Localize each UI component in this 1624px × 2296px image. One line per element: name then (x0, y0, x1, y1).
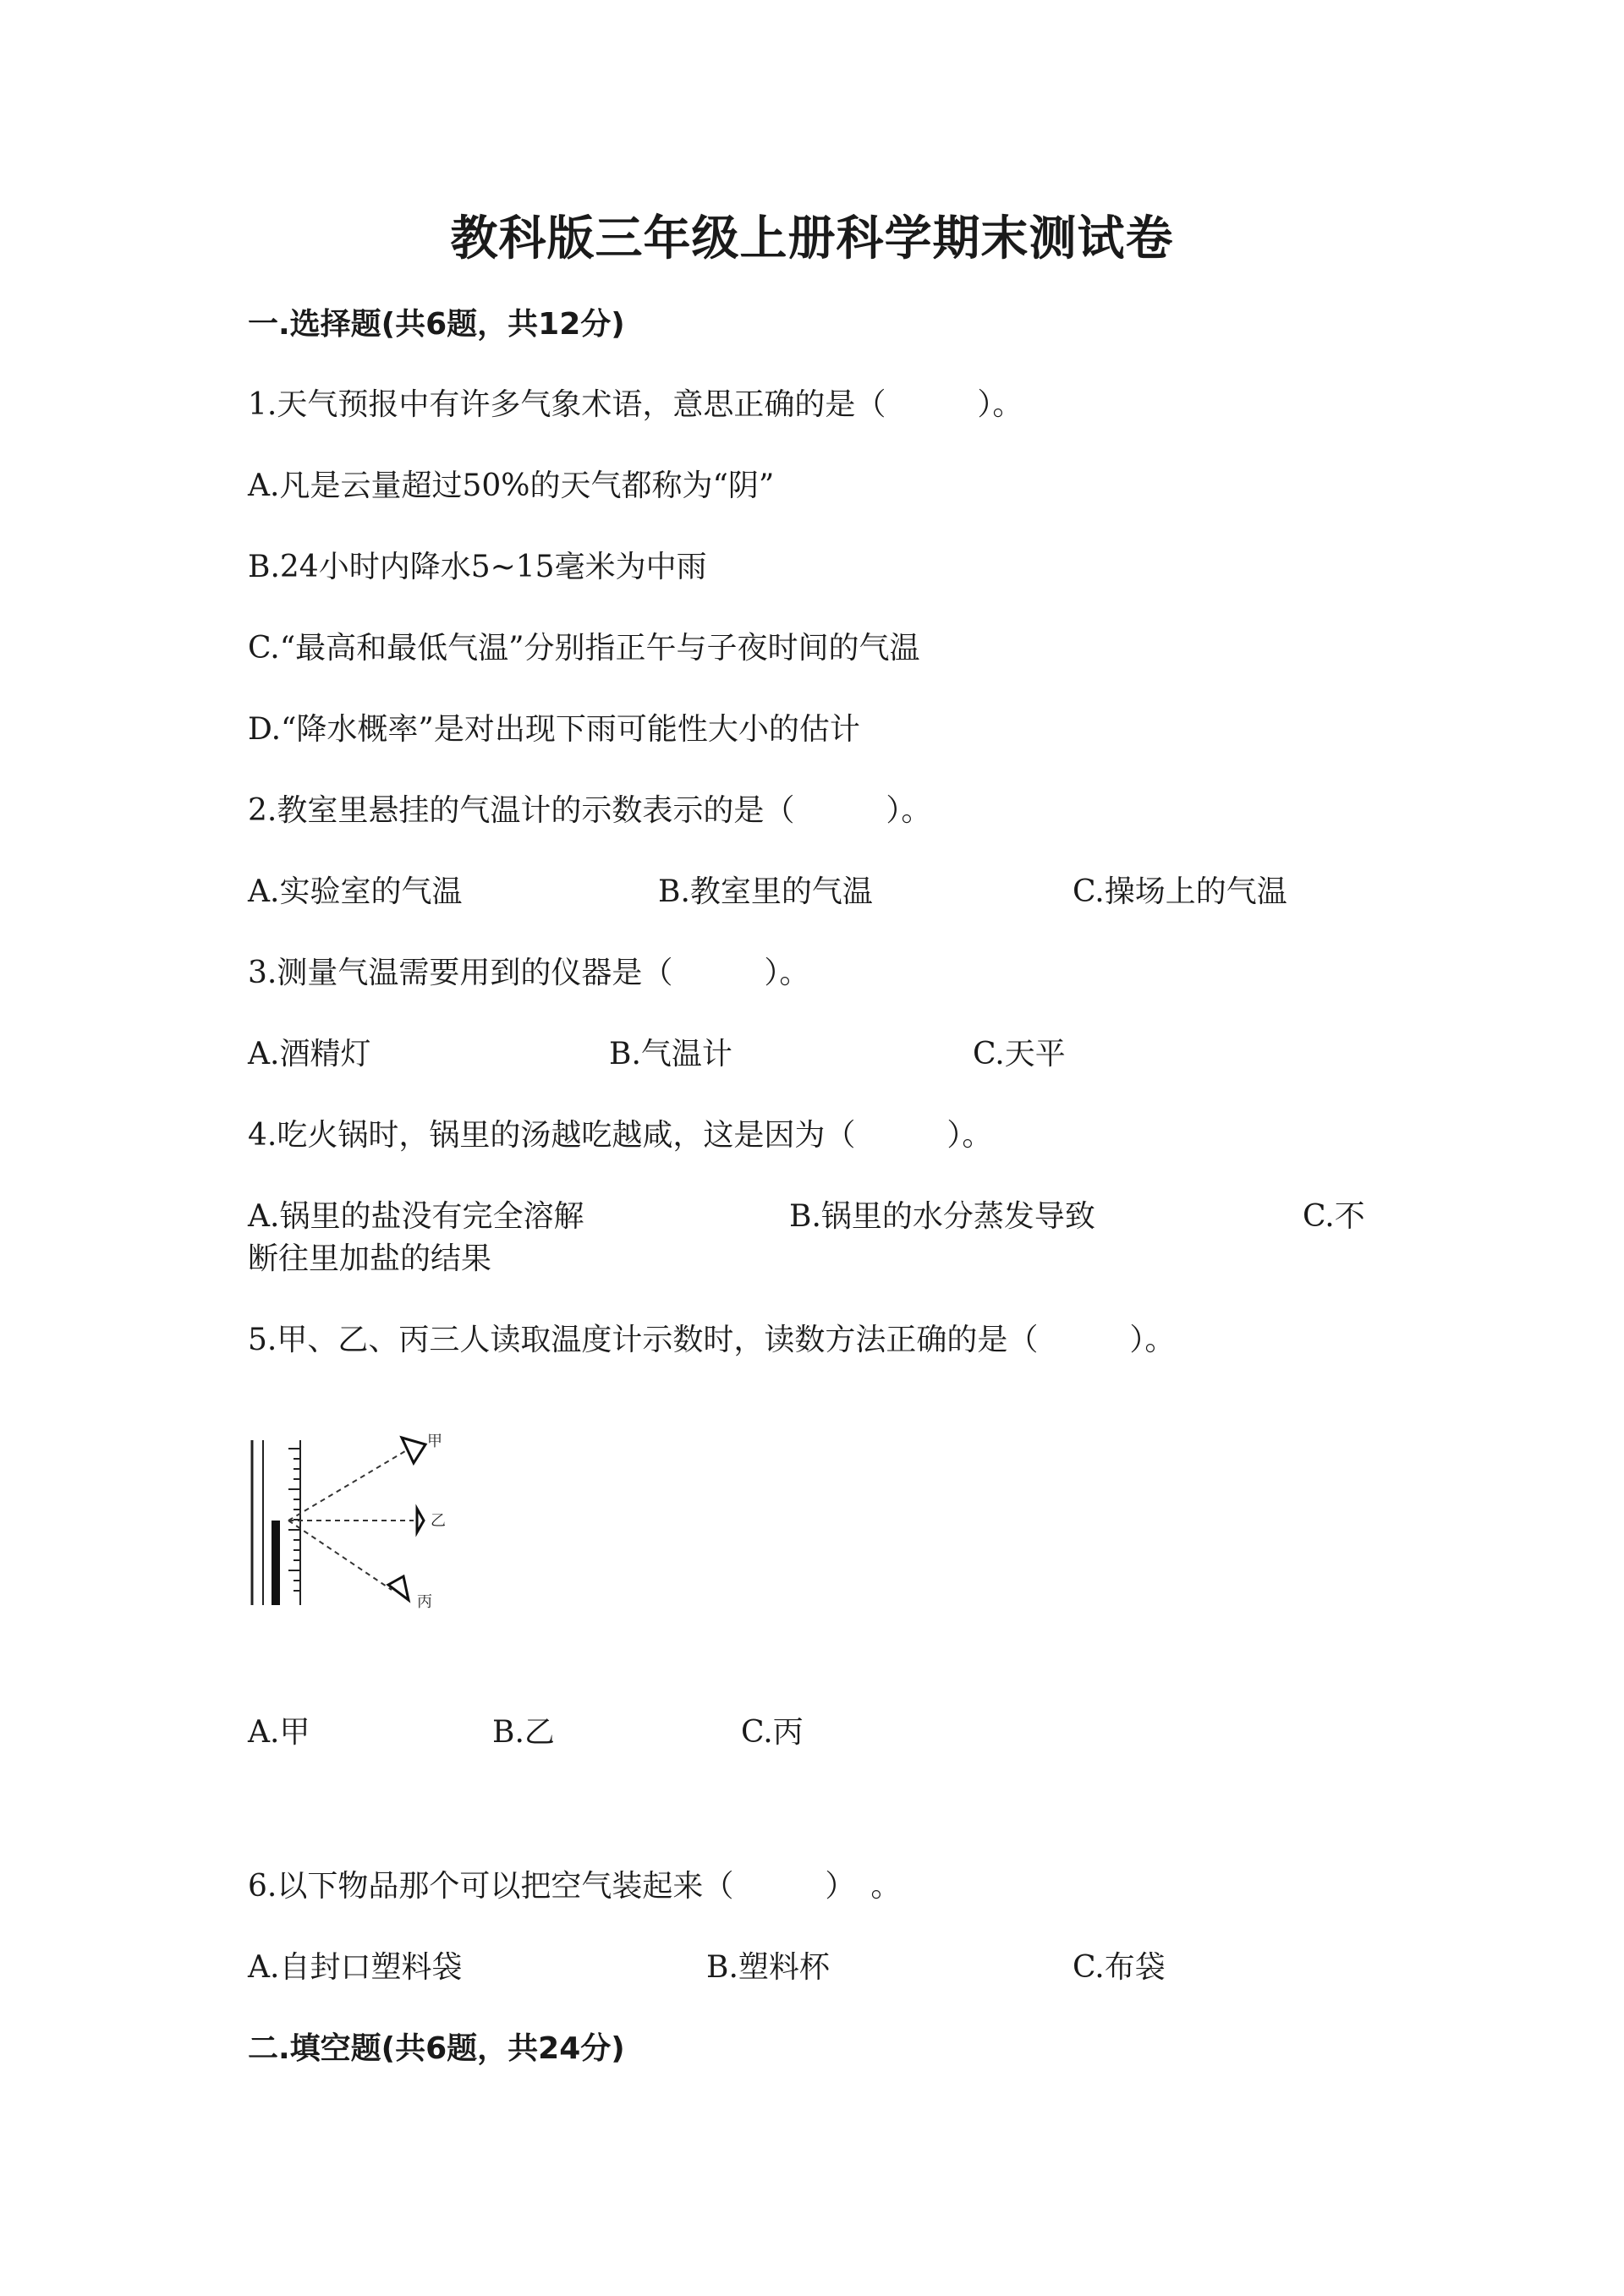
question-4-option-a: A.锅里的盐没有完全溶解 (248, 1199, 584, 1234)
eye-icon-top (402, 1438, 425, 1463)
section-heading-choice: 一.选择题(共6题，共12分) (248, 307, 625, 342)
question-5-option-a: A.甲 (248, 1715, 310, 1750)
question-1-option-b: B.24小时内降水5~15毫米为中雨 (248, 550, 707, 584)
question-6-option-a: A.自封口塑料袋 (248, 1950, 463, 1985)
eye-icons (388, 1438, 425, 1600)
question-6-stem: 6.以下物品那个可以把空气装起来（ ） 。 (248, 1869, 902, 1904)
question-5-stem: 5.甲、乙、丙三人读取温度计示数时，读数方法正确的是（ ）。 (248, 1323, 1176, 1357)
sight-lines (288, 1451, 414, 1590)
thermometer-reading-figure (248, 1427, 468, 1614)
thermometer-liquid-column (272, 1521, 280, 1605)
figure-label-jia: 甲 (427, 1433, 442, 1450)
question-5-option-c: C.丙 (741, 1715, 804, 1750)
question-2-option-b: B.教室里的气温 (658, 874, 873, 909)
figure-label-yi: 乙 (431, 1512, 446, 1530)
question-6-option-c: C.布袋 (1073, 1950, 1166, 1985)
question-3-stem: 3.测量气温需要用到的仪器是（ ）。 (248, 956, 810, 990)
question-2-option-c: C.操场上的气温 (1073, 874, 1287, 909)
question-5-option-b: B.乙 (492, 1715, 555, 1750)
question-1-option-c: C.“最高和最低气温”分别指正午与子夜时间的气温 (248, 631, 920, 666)
question-4-option-b: B.锅里的水分蒸发导致 (789, 1199, 1095, 1234)
question-3-option-c: C.天平 (973, 1037, 1066, 1071)
section-heading-fill-in: 二.填空题(共6题，共24分) (248, 2031, 625, 2066)
page-title: 教科版三年级上册科学期末测试卷 (450, 211, 1174, 266)
question-1-option-a: A.凡是云量超过50%的天气都称为“阴” (248, 469, 775, 503)
question-4-option-c: C.不 (1303, 1199, 1365, 1234)
question-2-stem: 2.教室里悬挂的气温计的示数表示的是（ ）。 (248, 793, 932, 828)
question-6-option-b: B.塑料杯 (706, 1950, 830, 1985)
question-2-option-a: A.实验室的气温 (248, 874, 463, 909)
question-4-stem: 4.吃火锅时，锅里的汤越吃越咸，这是因为（ ）。 (248, 1118, 993, 1153)
question-4-option-c-continued: 断往里加盐的结果 (248, 1241, 492, 1276)
eye-icon-bottom (388, 1576, 409, 1600)
question-1-option-d: D.“降水概率”是对出现下雨可能性大小的估计 (248, 712, 860, 747)
eye-icon-middle (417, 1509, 424, 1532)
question-3-option-b: B.气温计 (609, 1037, 732, 1071)
figure-label-bing: 丙 (417, 1593, 432, 1611)
question-3-option-a: A.酒精灯 (248, 1037, 371, 1071)
question-1-stem: 1.天气预报中有许多气象术语，意思正确的是（ ）。 (248, 387, 1023, 422)
